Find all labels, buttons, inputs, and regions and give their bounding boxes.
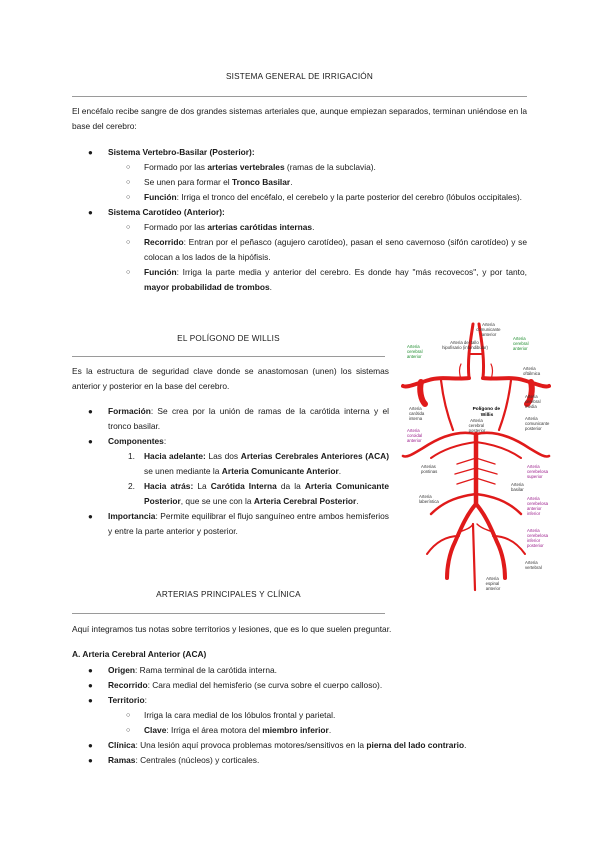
label-cerebral-media: Arteria cerebral media	[525, 394, 541, 409]
text: : Irriga el tronco del encéfalo, el cerebelo y la parte posterior del cerebro (lóbulos occipitales).	[176, 192, 522, 202]
bullet-icon: ●	[88, 148, 93, 157]
text: :	[144, 695, 147, 705]
list-item	[72, 753, 527, 768]
bold-text: Clave	[144, 725, 167, 735]
section-title-arterias: ARTERIAS PRINCIPALES Y CLÍNICA	[156, 590, 301, 599]
willis-polygon-diagram	[401, 318, 551, 596]
list-item	[72, 738, 527, 753]
bold-text: Carótida Interna	[210, 481, 277, 491]
label-hipofisis: Arteria del tallo hipofisario (infundibular)	[442, 340, 488, 350]
bold-text: Clínica	[108, 740, 136, 750]
artery-mca-left	[403, 378, 469, 387]
artery-sca-left	[431, 442, 476, 458]
bullet-icon: ●	[88, 741, 93, 750]
artery-vertebral-left	[447, 504, 476, 578]
list-item	[72, 449, 389, 479]
label-pontinas: Arterias pontinas	[421, 464, 438, 474]
label-vertebral: Arteria vertebral	[525, 560, 542, 570]
bullet-icon: ●	[88, 696, 93, 705]
list-item	[72, 160, 527, 175]
text: , que se une con la	[180, 496, 254, 506]
list-number: 2.	[128, 481, 135, 491]
bold-text: Ramas	[108, 755, 136, 765]
aca-heading	[72, 647, 527, 662]
list-item	[72, 708, 527, 723]
bold-text: arterias vertebrales	[207, 162, 285, 172]
bullet-icon: ●	[88, 756, 93, 765]
bullet-icon: ●	[88, 681, 93, 690]
label-cerebral-posterior-center: Arteria cerebral posterior	[468, 418, 486, 433]
text: .	[356, 496, 359, 506]
bold-text: Arteria Comunicante Posterior	[144, 481, 389, 506]
text: :	[163, 436, 167, 446]
list-item	[72, 190, 527, 205]
list-item	[72, 678, 527, 693]
circle-icon: ○	[126, 164, 131, 171]
circle-icon: ○	[126, 269, 131, 276]
list-item	[72, 235, 527, 265]
text: Formado por las	[144, 162, 208, 172]
artery-ica-left	[420, 382, 425, 404]
label-aca-right: Arteria cerebral anterior	[513, 336, 529, 351]
bold-text: miembro inferior	[262, 725, 329, 735]
text: (ramas de la subclavia).	[284, 162, 376, 172]
circle-icon: ○	[126, 239, 131, 246]
circle-icon: ○	[126, 727, 131, 734]
bold-text: Hacia atrás:	[144, 481, 194, 491]
label-carotida: Arteria carótida interna	[409, 406, 425, 421]
list-number: 1.	[128, 451, 135, 461]
list-item	[72, 509, 389, 539]
text: Se unen para formar el	[144, 177, 232, 187]
text: La	[193, 481, 211, 491]
willis-list	[72, 404, 389, 539]
circle-icon: ○	[126, 179, 131, 186]
list-item	[72, 434, 389, 449]
bullet-icon: ●	[88, 208, 93, 217]
label-cerebelosa-superior: Arteria cerebelosa superior	[527, 464, 549, 479]
text: : Permite equilibrar el flujo sanguíneo entre ambos hemisferios y entre la parte anterior y posterior.	[108, 511, 389, 536]
list-item	[72, 663, 527, 678]
text: .	[338, 466, 342, 476]
aca-list	[72, 663, 527, 768]
text: .	[269, 282, 272, 292]
bold-text: Arteria Comunicante Anterior	[221, 466, 339, 476]
label-basilar: Arteria basilar	[511, 482, 524, 492]
bold-text: A. Arteria Cerebral Anterior (ACA)	[72, 649, 207, 659]
text: : Irriga el área motora del	[166, 725, 263, 735]
label-oftalmica: Arteria oftálmica	[523, 366, 541, 376]
artery-mca-right	[483, 378, 549, 387]
text: Las dos	[205, 451, 241, 461]
bold-text: Hacia adelante:	[144, 451, 206, 461]
divider	[72, 96, 527, 97]
list-item	[72, 404, 389, 434]
section-title-irrigacion: SISTEMA GENERAL DE IRRIGACIÓN	[226, 72, 373, 81]
text: .	[328, 725, 332, 735]
text: da la	[276, 481, 305, 491]
section-title-willis: EL POLÍGONO DE WILLIS	[177, 334, 280, 343]
label-cerebelosa-anterior-inferior: Arteria cerebelosa anterior inferior	[527, 496, 549, 516]
circle-icon: ○	[126, 224, 131, 231]
label-comunicante-posterior: Arteria comunicante posterior	[525, 416, 550, 431]
text: se unen mediante la	[144, 466, 222, 476]
bullet-icon: ●	[88, 512, 93, 521]
intro-paragraph: El encéfalo recibe sangre de dos grandes sistemas arteriales que, aunque empiezan separados, terminan uniéndose en la base del cerebro:	[72, 106, 527, 131]
bold-text: Arterias Cerebrales Anteriores (ACA)	[240, 451, 389, 461]
bullet-icon: ●	[88, 437, 93, 446]
bold-text: arterias carótidas internas	[207, 222, 313, 232]
text: : Irriga la parte media y anterior del cerebro. Es donde hay "más recovecos", y por tanto,	[176, 267, 527, 277]
circle-icon: ○	[126, 712, 131, 719]
list-item	[72, 265, 527, 295]
list-item	[72, 145, 527, 160]
bold-text: Arteria Cerebral Posterior	[253, 496, 357, 506]
label-laberintica: Arteria laberíntica	[419, 494, 439, 504]
bold-text: pierna del lado contrario	[366, 740, 465, 750]
bold-text: mayor probabilidad de trombos	[144, 282, 270, 292]
list-item	[72, 220, 527, 235]
text: .	[290, 177, 293, 187]
text: : Entran por el peñasco (agujero carotídeo), pasan el seno cavernoso (sifón carotídeo) y se colocan a los lados de la hipófisis.	[144, 237, 527, 262]
label-poligono: Polígono de Willis	[472, 407, 501, 418]
bold-text: Origen	[108, 665, 135, 675]
label-espinal-anterior: Arteria espinal anterior	[485, 576, 501, 591]
label-acom: Arteria comunicante anterior	[476, 322, 501, 337]
heading-carotideo: Sistema Carotídeo (Anterior):	[108, 207, 225, 217]
willis-intro: Es la estructura de seguridad clave donde se anastomosan (unen) los sistemas anterior y posterior en la base del cerebro.	[72, 366, 389, 391]
text: .	[464, 740, 467, 750]
systems-list	[72, 145, 527, 295]
label-coroidea: Arteria coroidal anterior	[407, 428, 423, 443]
artery-sca-right	[476, 442, 521, 458]
artery-pcom-right	[499, 380, 511, 430]
text: Irriga la cara medial de los lóbulos frontal y parietal.	[144, 710, 336, 720]
text: : Una lesión aquí provoca problemas motores/sensitivos en la	[135, 740, 367, 750]
bold-text: Tronco Basilar	[232, 177, 291, 187]
text: Formado por las	[144, 222, 208, 232]
text: : Rama terminal de la carótida interna.	[135, 665, 277, 675]
artery-aca-left	[468, 324, 473, 378]
divider	[72, 613, 385, 614]
bullet-icon: ●	[88, 666, 93, 675]
text: .	[312, 222, 315, 232]
text: : Se crea por la unión de ramas de la carótida interna y el tronco basilar.	[108, 406, 389, 431]
list-item	[72, 175, 527, 190]
divider	[72, 356, 385, 357]
list-item	[72, 723, 527, 738]
bold-text: Territorio	[108, 695, 145, 705]
bold-text: Función	[144, 267, 177, 277]
artery-vertebral-right	[476, 504, 505, 578]
bold-text: Importancia	[108, 511, 156, 521]
artery-anterior-spinal	[473, 524, 475, 590]
artery-pcom-left	[441, 380, 453, 430]
arterias-intro: Aquí integramos tus notas sobre territorios y lesiones, que es lo que suelen preguntar.	[72, 624, 392, 634]
bold-text: Componentes	[108, 436, 164, 446]
circle-icon: ○	[126, 194, 131, 201]
label-aca-left: Arteria cerebral anterior	[407, 344, 423, 359]
text: : Centrales (núcleos) y corticales.	[135, 755, 260, 765]
heading-vertebro-basilar: Sistema Vertebro-Basilar (Posterior):	[108, 147, 255, 157]
text: : Cara medial del hemisferio (se curva sobre el cuerpo calloso).	[147, 680, 383, 690]
bold-text: Recorrido	[108, 680, 148, 690]
bold-text: Recorrido	[144, 237, 184, 247]
bullet-icon: ●	[88, 407, 93, 416]
label-cerebelosa-posterior-inferior: Arteria cerebelosa inferior posterior	[527, 528, 549, 548]
list-item	[72, 479, 389, 509]
list-item	[72, 205, 527, 220]
bold-text: Función	[144, 192, 177, 202]
list-item	[72, 693, 527, 708]
bold-text: Formación	[108, 406, 151, 416]
